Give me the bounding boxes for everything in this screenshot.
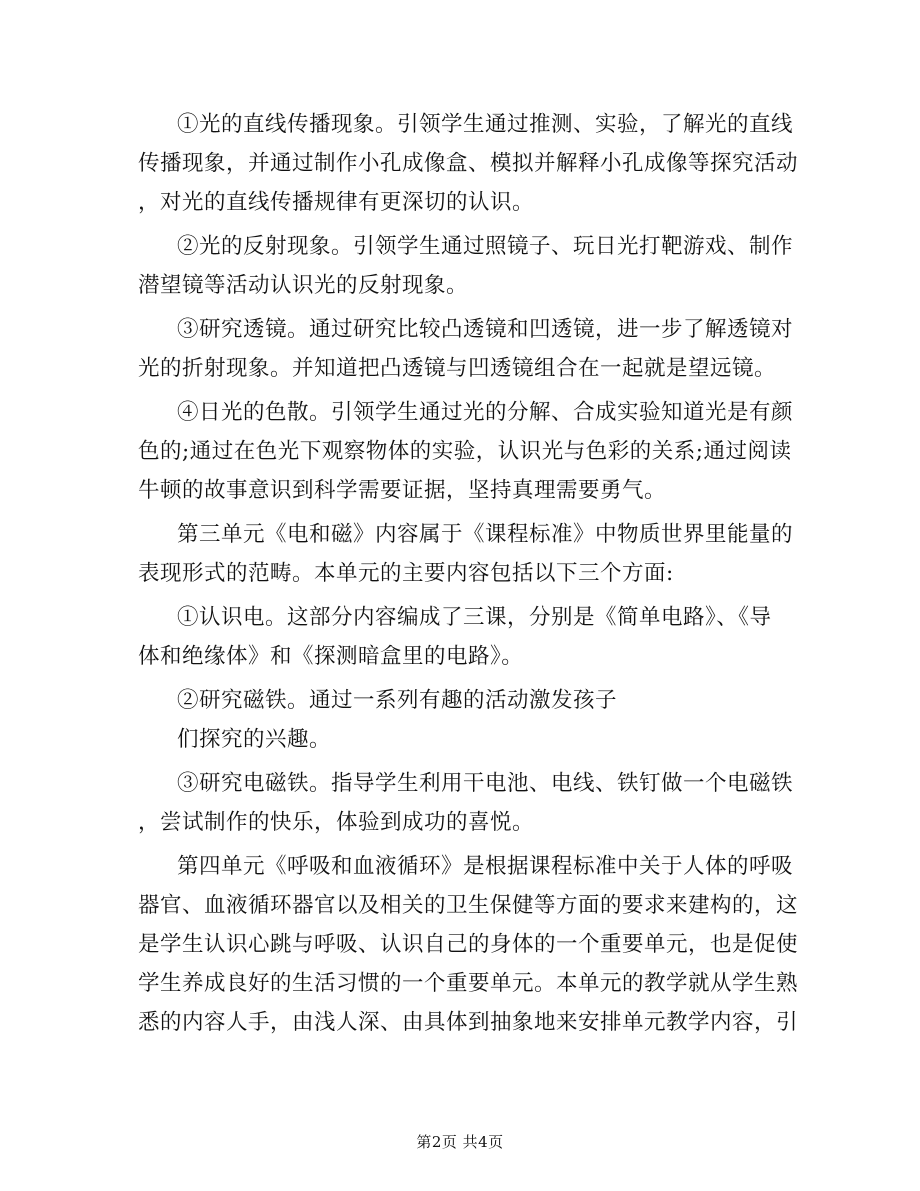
text-line: ③研究电磁铁。指导学生利用干电池、电线、铁钉做一个电磁铁 [177, 771, 794, 796]
text-line: 表现形式的范畴。本单元的主要内容包括以下三个方面: [138, 561, 674, 586]
text-line: 第四单元《呼吸和血液循环》是根据课程标准中关于人体的呼吸 [177, 854, 794, 879]
text-line: 光的折射现象。并知道把凸透镜与凹透镜组合在一起就是望远镜。 [138, 356, 777, 381]
text-line: ④日光的色散。引领学生通过光的分解、合成实验知道光是有颜 [177, 400, 794, 425]
text-line: 器官、血液循环器官以及相关的卫生保健等方面的要求来建构的，这 [138, 893, 799, 918]
text-line: ①认识电。这部分内容编成了三课，分别是《简单电路》、《导 [177, 605, 772, 630]
text-line: 学生养成良好的生活习惯的一个重要单元。本单元的教学就从学生熟 [138, 971, 799, 996]
text-line: 们探究的兴趣。 [177, 727, 332, 752]
text-line: ，对光的直线传播规律有更深切的认识。 [138, 190, 535, 215]
text-line: ③研究透镜。通过研究比较凸透镜和凹透镜，进一步了解透镜对 [177, 317, 794, 342]
text-line: 潜望镜等活动认识光的反射现象。 [138, 273, 469, 298]
text-line: ①光的直线传播现象。引领学生通过推测、实验，了解光的直线 [177, 112, 794, 137]
text-line: 色的;通过在色光下观察物体的实验，认识光与色彩的关系;通过阅读 [138, 439, 792, 464]
text-line: 第三单元《电和磁》内容属于《课程标准》中物质世界里能量的 [177, 522, 794, 547]
text-line: ，尝试制作的快乐，体验到成功的喜悦。 [138, 810, 535, 835]
text-line: 牛顿的故事意识到科学需要证据，坚持真理需要勇气。 [138, 478, 667, 503]
text-line: 悉的内容人手，由浅人深、由具体到抽象地来安排单元教学内容，引 [138, 1010, 799, 1035]
text-line: 是学生认识心跳与呼吸、认识自己的身体的一个重要单元，也是促使 [138, 932, 799, 957]
text-line: ②光的反射现象。引领学生通过照镜子、玩日光打靶游戏、制作 [177, 234, 794, 259]
text-line: 传播现象，并通过制作小孔成像盒、模拟并解释小孔成像等探究活动 [138, 151, 799, 176]
text-line: 体和绝缘体》和《探测暗盒里的电路》。 [138, 644, 524, 669]
text-line: ②研究磁铁。通过一系列有趣的活动激发孩子 [177, 688, 618, 713]
page-number: 第2页 共4页 [416, 1133, 504, 1151]
